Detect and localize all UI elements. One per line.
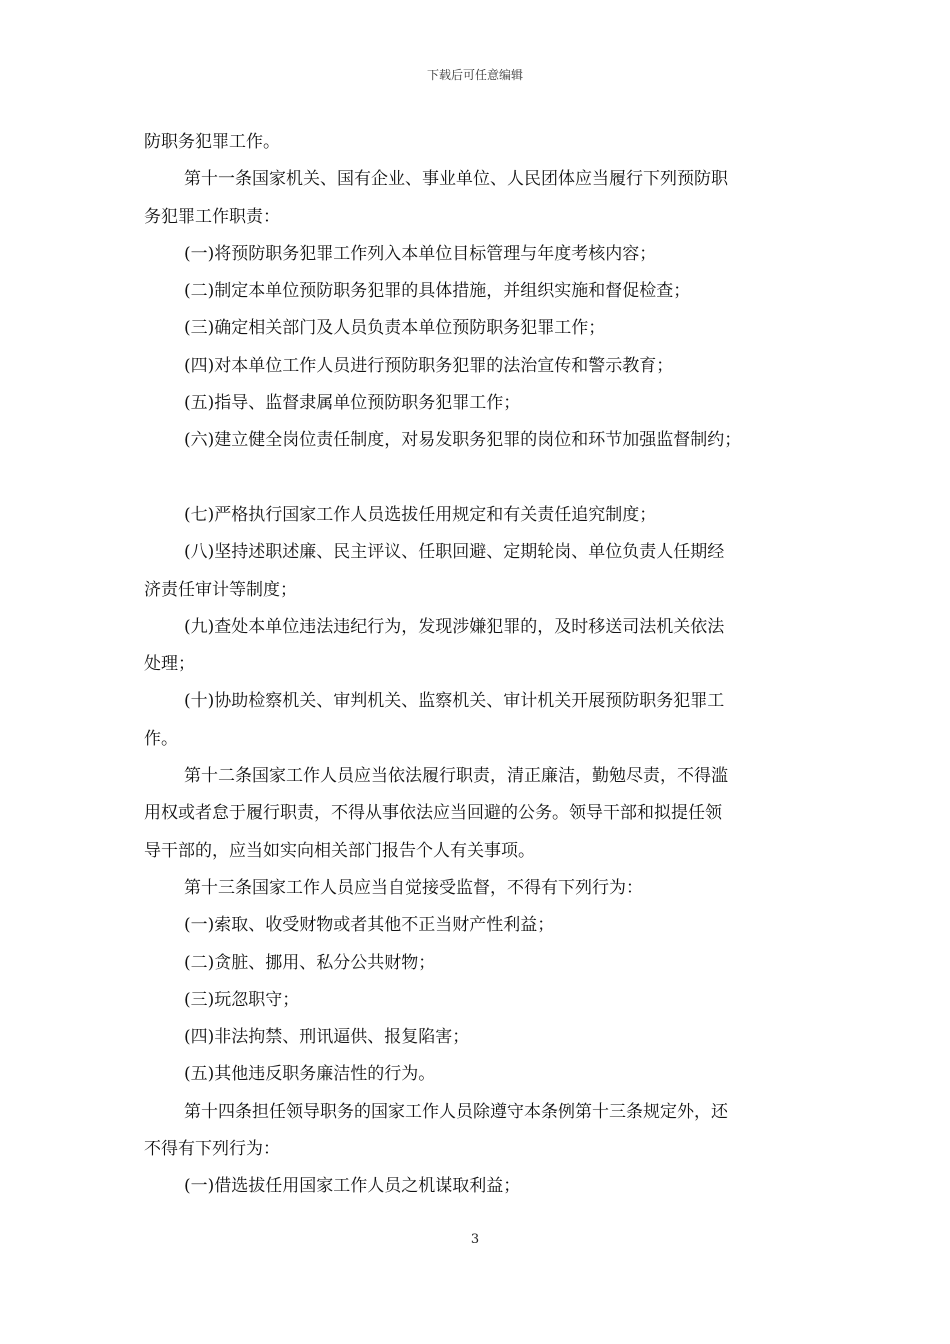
body-text bbox=[144, 124, 810, 1206]
text-line: (一)借选拔任用国家工作人员之机谋取利益； bbox=[184, 1176, 521, 1197]
text-line: 第十四条担任领导职务的国家工作人员除遵守本条例第十三条规定外，还 bbox=[184, 1101, 728, 1122]
text-line: (一)索取、收受财物或者其他不正当财产性利益； bbox=[184, 915, 555, 936]
text-line: (四)非法拘禁、刑讯逼供、报复陷害； bbox=[184, 1027, 470, 1048]
page-header: 下载后可任意编辑 bbox=[426, 68, 523, 82]
text-line: (二)贪脏、挪用、私分公共财物； bbox=[184, 952, 436, 973]
text-line: (十)协助检察机关、审判机关、监察机关、审计机关开展预防职务犯罪工 bbox=[184, 691, 725, 712]
text-line: (三)确定相关部门及人员负责本单位预防职务犯罪工作； bbox=[184, 318, 606, 339]
text-line: (九)查处本单位违法违纪行为，发现涉嫌犯罪的，及时移送司法机关依法 bbox=[184, 616, 725, 637]
text-line: 济责任审计等制度； bbox=[144, 579, 297, 600]
text-line: 第十三条国家工作人员应当自觉接受监督，不得有下列行为： bbox=[184, 877, 643, 898]
text-line: (八)坚持述职述廉、民主评议、任职回避、定期轮岗、单位负责人任期经 bbox=[184, 542, 725, 563]
text-line: (五)其他违反职务廉洁性的行为。 bbox=[184, 1064, 436, 1085]
text-line: 不得有下列行为： bbox=[144, 1139, 280, 1160]
text-line: 第十一条国家机关、国有企业、事业单位、人民团体应当履行下列预防职 bbox=[184, 169, 728, 190]
page-number: 3 bbox=[470, 1232, 480, 1247]
text-line: 用权或者怠于履行职责，不得从事依法应当回避的公务。领导干部和拟提任领 bbox=[144, 803, 722, 824]
text-line: (三)玩忽职守； bbox=[184, 989, 300, 1010]
text-line: 作。 bbox=[144, 728, 178, 749]
text-line: 第十二条国家工作人员应当依法履行职责，清正廉洁，勤勉尽责，不得滥 bbox=[184, 766, 728, 787]
text-line: (七)严格执行国家工作人员选拔任用规定和有关责任追究制度； bbox=[184, 504, 657, 525]
blank-line bbox=[144, 460, 810, 497]
text-line: 导干部的，应当如实向相关部门报告个人有关事项。 bbox=[144, 840, 535, 861]
text-line: (五)指导、监督隶属单位预防职务犯罪工作； bbox=[184, 393, 521, 414]
text-line: (六)建立健全岗位责任制度，对易发职务犯罪的岗位和环节加强监督制约； bbox=[184, 430, 742, 451]
text-line: 务犯罪工作职责： bbox=[144, 206, 280, 227]
text-line: (一)将预防职务犯罪工作列入本单位目标管理与年度考核内容； bbox=[184, 243, 657, 264]
text-line: 防职务犯罪工作。 bbox=[144, 132, 280, 152]
text-line: (二)制定本单位预防职务犯罪的具体措施，并组织实施和督促检查； bbox=[184, 281, 691, 302]
text-line: (四)对本单位工作人员进行预防职务犯罪的法治宣传和警示教育； bbox=[184, 355, 674, 376]
text-line: 处理； bbox=[144, 654, 195, 675]
